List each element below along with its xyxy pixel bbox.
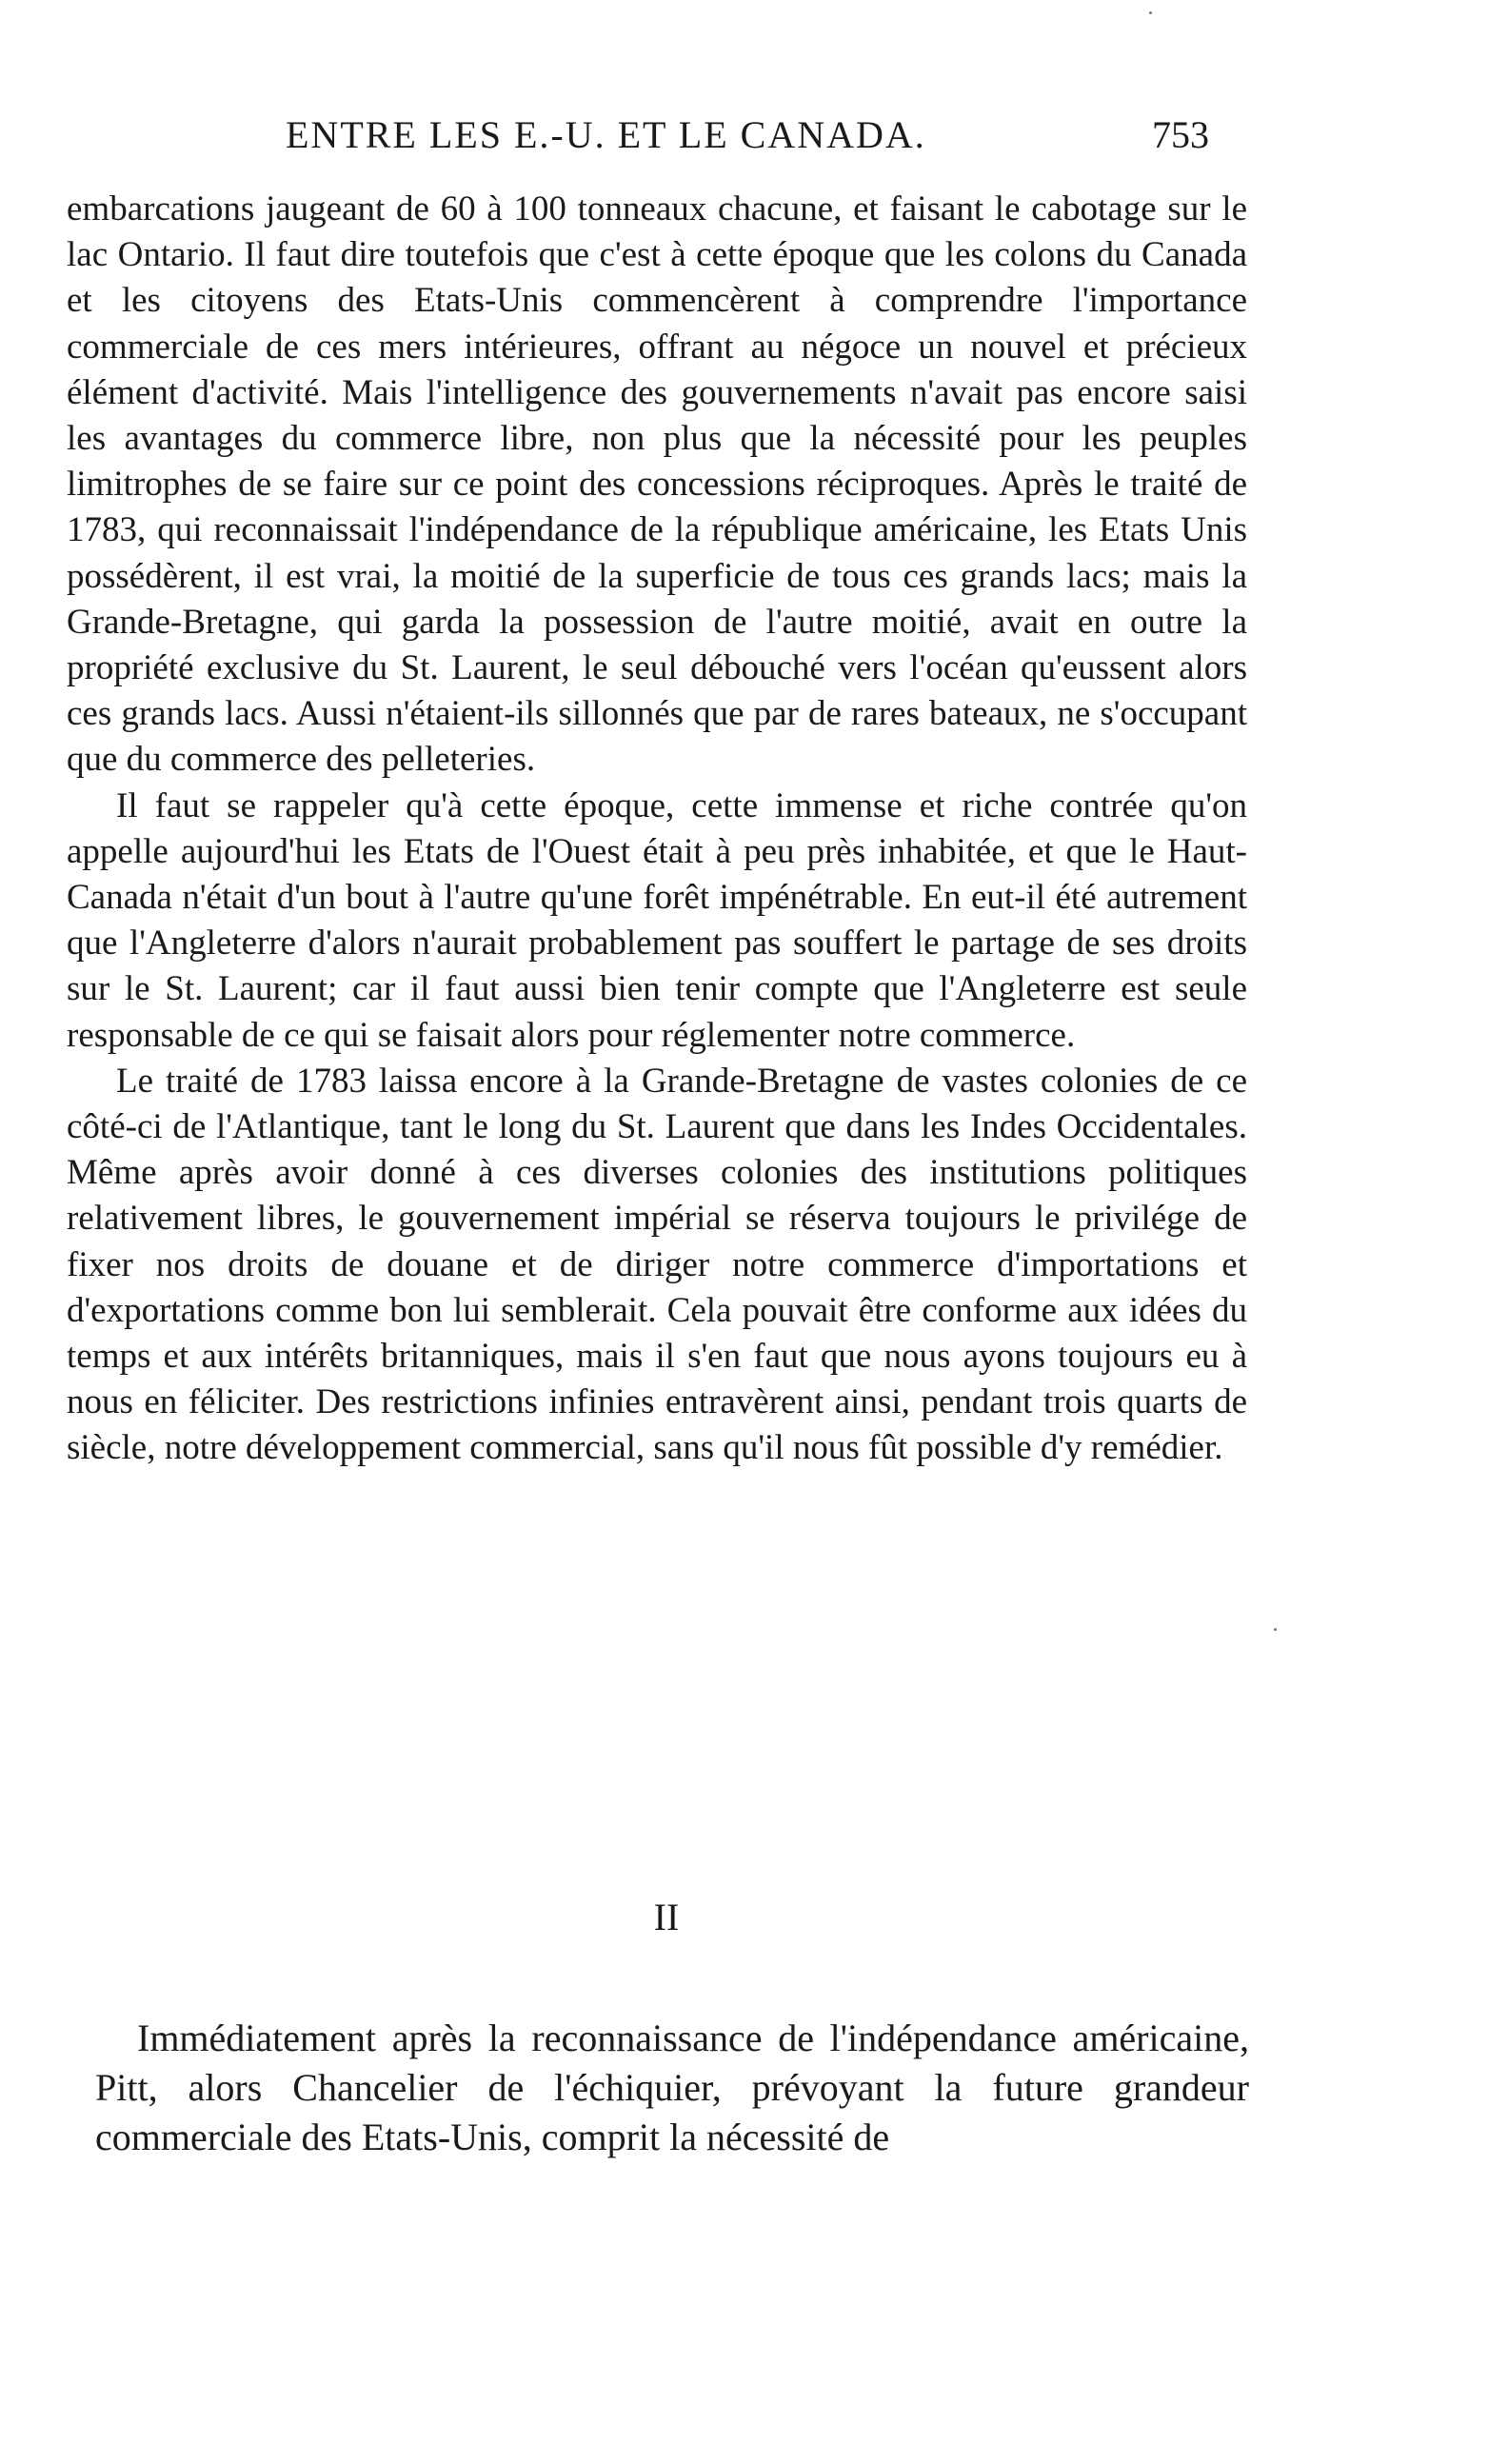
- paragraph-1: embarcations jaugeant de 60 à 100 tonneaux chacune, et faisant le cabotage sur le lac Ontario. Il faut dire toutefois que c'est à cette époque que les colons du Canada et les citoyens des Etats-Unis commencèrent à comprendre l'importance commerciale de ces mers intérieures, offrant au négoce un nouvel et précieux élément d'activité. Mais l'intelligence des gouvernements n'avait pas encore saisi les avantages du commerce libre, non plus que la nécessité pour les peuples limitrophes de se faire sur ce point des concessions réciproques. Après le traité de 1783, qui reconnaissait l'indépendance de la république américaine, les Etats Unis possédèrent, il est vrai, la moitié de la superficie de tous ces grands lacs; mais la Grande-Bretagne, qui garda la possession de l'autre moitié, avait en outre la propriété exclusive du St. Laurent, le seul débouché vers l'océan qu'eussent alors ces grands lacs. Aussi n'étaient-ils sillonnés que par de rares bateaux, ne s'occupant que du commerce des pelleteries.: [67, 189, 1247, 780]
- scan-speck: [1149, 11, 1152, 14]
- body-text: [67, 187, 1247, 1472]
- running-title: ENTRE LES E.-U. ET LE CANADA.: [286, 113, 926, 156]
- paragraph-2: Il faut se rappeler qu'à cette époque, cette immense et riche contrée qu'on appelle aujourd'hui les Etats de l'Ouest était à peu près inhabitée, et que le Haut-Canada n'était d'un bout à l'autre qu'une forêt impénétrable. En eut-il été autrement que l'Angleterre d'alors n'aurait probablement pas souffert le partage de ses droits sur le St. Laurent; car il faut aussi bien tenir compte que l'Angleterre est seule responsable de ce qui se faisait alors pour réglementer notre commerce.: [67, 785, 1247, 1055]
- paragraph-3: Le traité de 1783 laissa encore à la Grande-Bretagne de vastes colonies de ce côté-ci de l'Atlantique, tant le long du St. Laurent que dans les Indes Occidentales. Même après avoir donné à ces diverses colonies des institutions politiques relativement libres, le gouvernement impérial se réserva toujours le privilége de fixer nos droits de douane et de diriger notre commerce d'importations et d'exportations comme bon lui semblerait. Cela pouvait être conforme aux idées du temps et aux intérêts britanniques, mais il s'en faut que nous ayons toujours eu à nous en féliciter. Des restrictions infinies entravèrent ainsi, pendant trois quarts de siècle, notre développement commercial, sans qu'il nous fût possible d'y remédier.: [67, 1061, 1247, 1468]
- section-text: [95, 2014, 1249, 2162]
- scan-speck: [1274, 1628, 1277, 1631]
- section-paragraph: Immédiatement après la reconnaissance de l'indépendance américaine, Pitt, alors Chancelier de l'échiquier, prévoyant la future grandeur commerciale des Etats-Unis, comprit la nécessité de: [95, 2017, 1249, 2158]
- page-header: [286, 112, 1238, 169]
- page-number: 753: [1152, 113, 1209, 156]
- section-heading: II: [653, 1896, 680, 1938]
